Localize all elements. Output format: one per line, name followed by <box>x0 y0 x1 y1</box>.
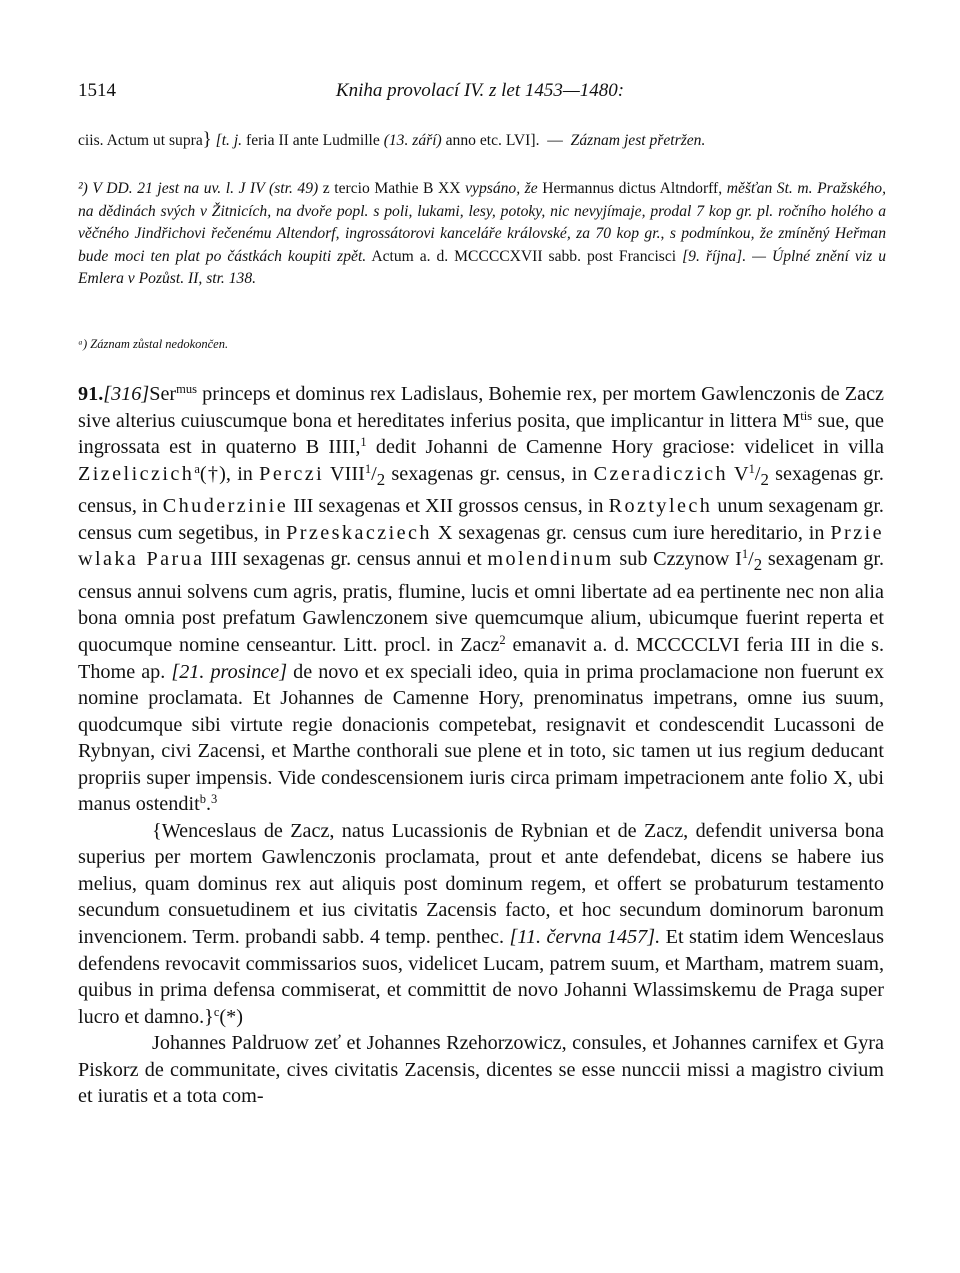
place-name: Przie wlaka Parua <box>78 521 884 571</box>
fraction-slash: / <box>371 462 377 485</box>
footnote-2 <box>78 178 886 291</box>
footnote-italic: měšťan St. m. Pražského, na dědinách svých v Žitnicích, na dvoře popl. s poli, lukami, lesy, potoky, nic nevyjímaje, prodal 7 kop gr. pl. ročního holého a věčného Jindřichovi řečenému Altendorf, ingrossátorovi kanceláře královské, za 70 kop gr. <box>78 180 886 242</box>
text-run: sexagenas gr. census, in <box>385 462 594 485</box>
footnote-ref: 3 <box>211 792 218 807</box>
fraction-num: 1 <box>364 461 372 476</box>
footnote-italic: Záznam jest přetržen. <box>570 132 706 149</box>
footnote-text: Hermannus dictus Altndorff, <box>542 180 723 197</box>
footnote-ref: a <box>194 461 200 476</box>
superscript: mus <box>176 382 198 397</box>
entry-number: 91. <box>78 383 104 405</box>
text-run: (*) <box>219 1005 243 1028</box>
running-title: Kniha provolací IV. z let 1453—1480: <box>335 80 625 101</box>
footnote-italic: (13. září) <box>383 132 442 149</box>
text-run: sue, que ingrossata est in quaterno B IIII, <box>78 409 884 459</box>
fraction-slash: / <box>748 548 754 571</box>
fraction-slash: / <box>754 462 761 485</box>
spaced-word: molendinum <box>487 548 614 571</box>
text-run: de novo et ex speciali ideo, quia in prima proclamacione non fuerunt ex nomine proclamata. Et Johannes de Camenne Hory, prenominatus impetrans, omne ius suum, quodcumque sibi virtute regie donacionis competebat, resignavit et condescendit Lucassoni de Rybnyan, civi Zacensi, et Marthe conthorali sue plene et in toto, sic tamen ut ius regium deducant propriis super impensis. Vide condescensionem iuris circa primam impetracionem ante folio X, ubi manus ostendit <box>78 660 884 816</box>
page-number: 1514 <box>78 80 116 101</box>
footnote-italic: ᵃ) Záznam zůstal nedokončen. <box>78 337 229 351</box>
text-run: Et statim idem Wenceslaus defendens revocavit commissarios suos, videlicet Lucam, patrem suum, et Martham, matrem suam, quibus in prima defensa commiserat, et committit de novo Johanni Wlassimskemu de Praga super lucro et damno. <box>78 926 884 1028</box>
fraction-den: 2 <box>760 469 769 489</box>
text-run: (†), in <box>199 462 260 485</box>
text-run: Ser <box>149 383 177 405</box>
text-run: Wenceslaus de Zacz, natus Lucassionis de Rybnian et de Zacz, defendit universa bona superius per mortem Gawlenczonis proclamata, prout et ante defendebat, dicens se habere ius melius, quam dominus rex aut aliquis post dominum regem, et offert se probaturum testamento secundum consuetudinem et ius civitatis Zacensis facto, et hoc secundum dominorum baronum invencionem. Term. probandi sabb. 4 temp. penthec. <box>78 819 884 948</box>
text-run: dedit Johanni de Camenne Hory graciose: videlicet in villa <box>366 436 884 459</box>
footnote-italic: ²) V DD. 21 jest na uv. l. J IV (str. 49) <box>78 180 319 197</box>
entry-paragraph-3: Johannes Paldruow zeť et Johannes Rzehorzowicz, consules, et Johannes carnifex et Gyra Piskorz de communitate, cives civitatis Zacensis, dicentes se esse nunccii missi a magistro civium et iuratis et a tota com- <box>78 1032 884 1108</box>
text-run: emanavit a. d. MCCCCLVI feria III in die s. Thome ap. <box>78 633 885 683</box>
text-run: X sexagenas gr. census cum iure hereditario, in <box>431 521 831 544</box>
place-name: Zizeliczich <box>78 462 195 485</box>
footnote-a <box>78 335 886 353</box>
footnote-continuation <box>78 130 886 153</box>
text-run: III sexagenas et XII grossos census, in <box>288 495 609 518</box>
text-run: V <box>728 462 749 485</box>
footnote-text: feria II ante Ludmille <box>246 132 380 149</box>
footnote-ref: 1 <box>360 435 367 450</box>
fraction-den: 2 <box>753 555 763 575</box>
footnote-italic: vypsáno, že <box>465 180 538 197</box>
entry-reference: [316] <box>103 383 150 405</box>
page-header <box>78 80 882 108</box>
entry-paragraph-1 <box>78 381 884 818</box>
fraction-num: 1 <box>741 547 749 562</box>
footnote-text: z tercio Mathie B XX <box>322 180 461 197</box>
text-run: sexagenas gr. census, in <box>78 462 884 518</box>
footnote-text: anno etc. LVI]. <box>445 132 540 149</box>
fraction-num: 1 <box>748 461 755 476</box>
fraction-den: 2 <box>376 469 386 489</box>
brace-mark: } <box>204 1005 214 1028</box>
footnote-text: Actum a. d. MCCCCXVII sabb. post Francisci <box>371 247 677 265</box>
footnote-ref: 2 <box>499 633 506 648</box>
date-gloss: [21. prosince] <box>171 660 288 683</box>
text-run: sub Czzynow I <box>613 548 742 571</box>
footnote-italic: [9. října]. <box>682 247 747 265</box>
text-run: sexagenam gr. census annui solvens cum agris, pratis, flumine, lucis et omni libertate ad ea pertinente nec non alia bona omnia post prefatum Gawlenczonem sive quemcumque alium, ubicumque fuerint reperta et quocumque nomine censeantur. Litt. procl. in Zacz <box>78 548 884 656</box>
place-name: Czeradiczich <box>593 462 729 485</box>
footnote-italic: — Úplné znění viz u Emlera v Pozůst. II, str. 138. <box>78 247 886 287</box>
footnote-text: — <box>547 132 563 149</box>
footnote-ref: b <box>199 792 206 807</box>
footnote-text: ciis. Actum ut supra <box>78 132 203 149</box>
text-run: IIII sexagenas gr. census annui et <box>204 548 488 571</box>
footnote-italic: s podmínkou, že zmíněný Heřman bude moci ten plat po částkách koupiti zpět. <box>78 225 886 265</box>
superscript: tis <box>800 408 813 423</box>
brace-mark: { <box>152 819 162 842</box>
date-gloss: [11. června 1457]. <box>509 926 661 948</box>
text-run: unum sexagenam gr. census cum segetibus, in <box>78 495 884 544</box>
place-name: Przeskacziech <box>286 521 432 544</box>
text-run: . <box>205 793 211 816</box>
place-name: Perczi <box>259 462 325 485</box>
entry-91 <box>78 381 884 1110</box>
text-run: princeps et dominus rex Ladislaus, Bohemie rex, per mortem Gawlenczonis de Zacz sive alterius cuiuscumque bona et hereditates inferius posita, que implicantur in littera M <box>78 383 884 432</box>
brace-mark: } <box>202 129 212 150</box>
place-name: Chuderzinie <box>162 495 289 518</box>
place-name: Roztylech <box>608 495 713 518</box>
footnote-text: , <box>660 225 665 242</box>
text-run: VIII <box>324 462 365 485</box>
footnote-italic: [t. j. <box>215 132 243 149</box>
entry-paragraph-2 <box>78 818 884 1030</box>
footnote-ref: c <box>213 1004 220 1019</box>
